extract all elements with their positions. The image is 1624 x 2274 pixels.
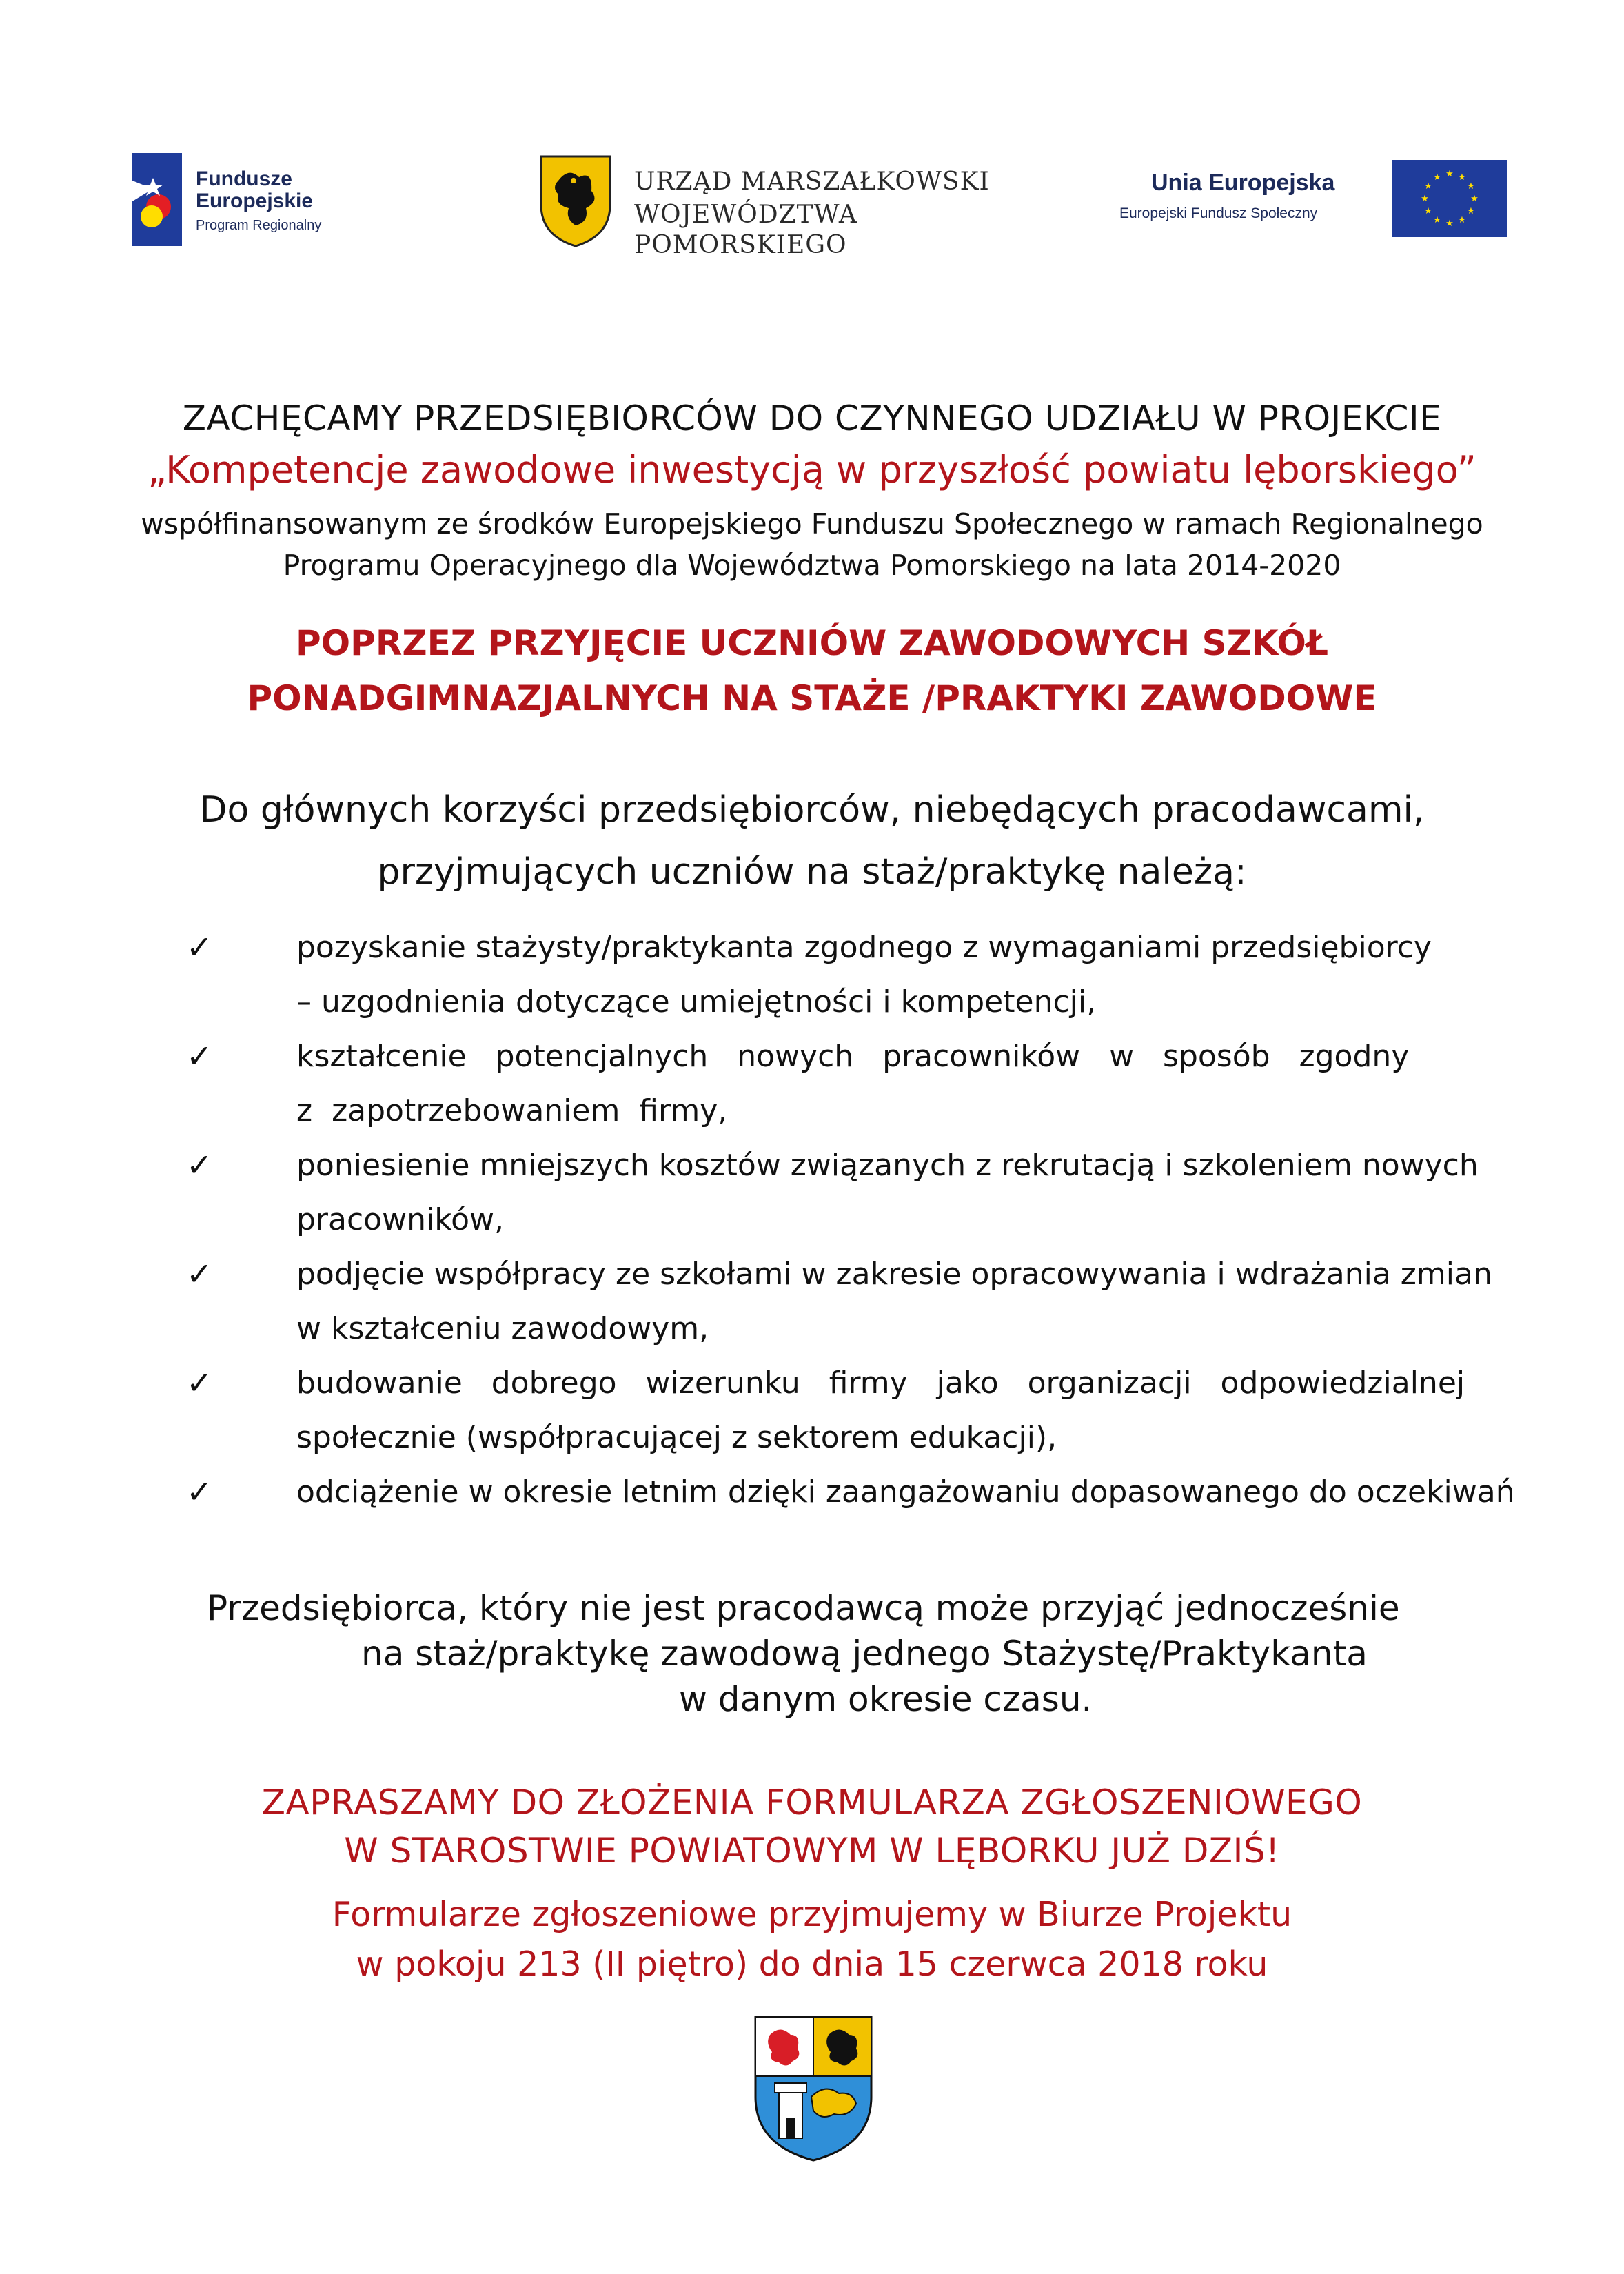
benefit-text: pozyskanie stażysty/praktykanta zgodnego z wymaganiami przedsiębiorcy <box>296 930 1432 965</box>
unia-line2: Europejski Fundusz Społeczny <box>1119 205 1318 221</box>
cta-line2: W STAROSTWIE POWIATOWYM W LĘBORKU JUŻ DZIŚ! <box>344 1831 1280 1871</box>
svg-text:★: ★ <box>1467 206 1475 216</box>
list-item <box>186 1465 1515 1519</box>
note-line1: Przedsiębiorca, który nie jest pracodawcą może przyjąć jednocześnie <box>207 1588 1400 1628</box>
svg-text:★: ★ <box>1458 215 1466 225</box>
list-item <box>186 920 1510 1029</box>
project-title: „Kompetencje zawodowe inwestycją w przyszłość powiatu lęborskiego” <box>148 448 1476 491</box>
benefit-text: poniesienie mniejszych kosztów związanych z rekrutacją i szkoleniem nowych <box>296 1148 1479 1183</box>
checkmark-icon: ✓ <box>186 1146 213 1184</box>
svg-text:★: ★ <box>1424 181 1432 192</box>
note-line3: w danym okresie czasu. <box>679 1679 1093 1719</box>
financing-line1: współfinansowanym ze środków Europejskiego Funduszu Społecznego w ramach Regionalnego <box>141 507 1483 540</box>
unia-line1: Unia Europejska <box>1151 170 1335 196</box>
svg-text:★: ★ <box>1433 215 1441 225</box>
logo-urzad-marszalkowski <box>538 153 1062 259</box>
checkmark-icon: ✓ <box>186 1037 213 1075</box>
svg-text:★: ★ <box>1424 206 1432 216</box>
benefits-list <box>186 920 1515 1519</box>
cta-line3: Formularze zgłoszeniowe przyjmujemy w Biurze Projektu <box>332 1895 1292 1934</box>
note-line2: na staż/praktykę zawodową jednego Stażystę/Praktykanta <box>361 1634 1368 1674</box>
urzad-line1: URZĄD MARSZAŁKOWSKI <box>634 167 990 196</box>
logo-fundusze-europejskie <box>132 153 360 246</box>
benefit-text: kształcenie potencjalnych nowych pracowników w sposób zgodny <box>296 1039 1410 1074</box>
svg-text:★: ★ <box>1467 181 1475 192</box>
fundusze-line2: Europejskie <box>196 190 314 212</box>
list-item <box>186 1138 1510 1247</box>
benefit-text: podjęcie współpracy ze szkołami w zakresie opracowywania i wdrażania zmian <box>296 1257 1492 1292</box>
headline-line1: POPRZEZ PRZYJĘCIE UCZNIÓW ZAWODOWYCH SZKÓŁ <box>296 623 1328 663</box>
benefit-text: pracowników, <box>296 1202 504 1237</box>
pomorskie-griffin-icon <box>538 153 613 248</box>
list-item <box>186 1029 1510 1138</box>
svg-text:★: ★ <box>1470 194 1479 204</box>
eu-flag-icon <box>1392 160 1507 237</box>
fundusze-line1: Fundusze <box>196 167 292 190</box>
lebork-county-coat-of-arms-icon <box>753 2014 874 2163</box>
checkmark-icon: ✓ <box>186 928 213 966</box>
benefit-text: z zapotrzebowaniem firmy, <box>296 1093 728 1128</box>
headline-line2: PONADGIMNAZJALNYCH NA STAŻE /PRAKTYKI ZAWODOWE <box>247 678 1377 718</box>
benefit-text: społecznie (współpracującej z sektorem edukacji), <box>296 1420 1057 1455</box>
urzad-line2: WOJEWÓDZTWA POMORSKIEGO <box>634 201 857 259</box>
benefit-text: budowanie dobrego wizerunku firmy jako organizacji odpowiedzialnej <box>296 1366 1465 1401</box>
financing-line2: Programu Operacyjnego dla Województwa Pomorskiego na lata 2014-2020 <box>283 549 1341 582</box>
benefit-text: w kształceniu zawodowym, <box>296 1311 709 1346</box>
logo-unia-europejska <box>1117 160 1503 243</box>
intro-line1: Do głównych korzyści przedsiębiorców, niebędących pracodawcami, <box>199 789 1425 831</box>
cta-line4: w pokoju 213 (II piętro) do dnia 15 czerwca 2018 roku <box>356 1945 1268 1984</box>
benefit-text: – uzgodnienia dotyczące umiejętności i kompetencji, <box>296 984 1097 1019</box>
checkmark-icon: ✓ <box>186 1255 213 1292</box>
svg-text:★: ★ <box>1445 219 1454 229</box>
svg-text:★: ★ <box>1445 169 1454 179</box>
checkmark-icon: ✓ <box>186 1473 213 1510</box>
list-item <box>186 1247 1510 1356</box>
list-item <box>186 1356 1510 1465</box>
benefit-text: odciążenie w okresie letnim dzięki zaangażowaniu dopasowanego do oczekiwań <box>296 1474 1515 1510</box>
fundusze-line3: Program Regionalny <box>196 218 322 233</box>
intro-line2: przyjmujących uczniów na staż/praktykę należą: <box>377 851 1247 893</box>
svg-text:★: ★ <box>1421 194 1429 204</box>
svg-text:★: ★ <box>1458 172 1466 183</box>
cta-line1: ZAPRASZAMY DO ZŁOŻENIA FORMULARZA ZGŁOSZENIOWEGO <box>261 1783 1363 1823</box>
checkmark-icon: ✓ <box>186 1364 213 1401</box>
svg-text:★: ★ <box>1433 172 1441 183</box>
header-line1: ZACHĘCAMY PRZEDSIĘBIORCÓW DO CZYNNEGO UDZIAŁU W PROJEKCIE <box>182 398 1442 438</box>
fundusze-europejskie-icon <box>132 153 182 246</box>
